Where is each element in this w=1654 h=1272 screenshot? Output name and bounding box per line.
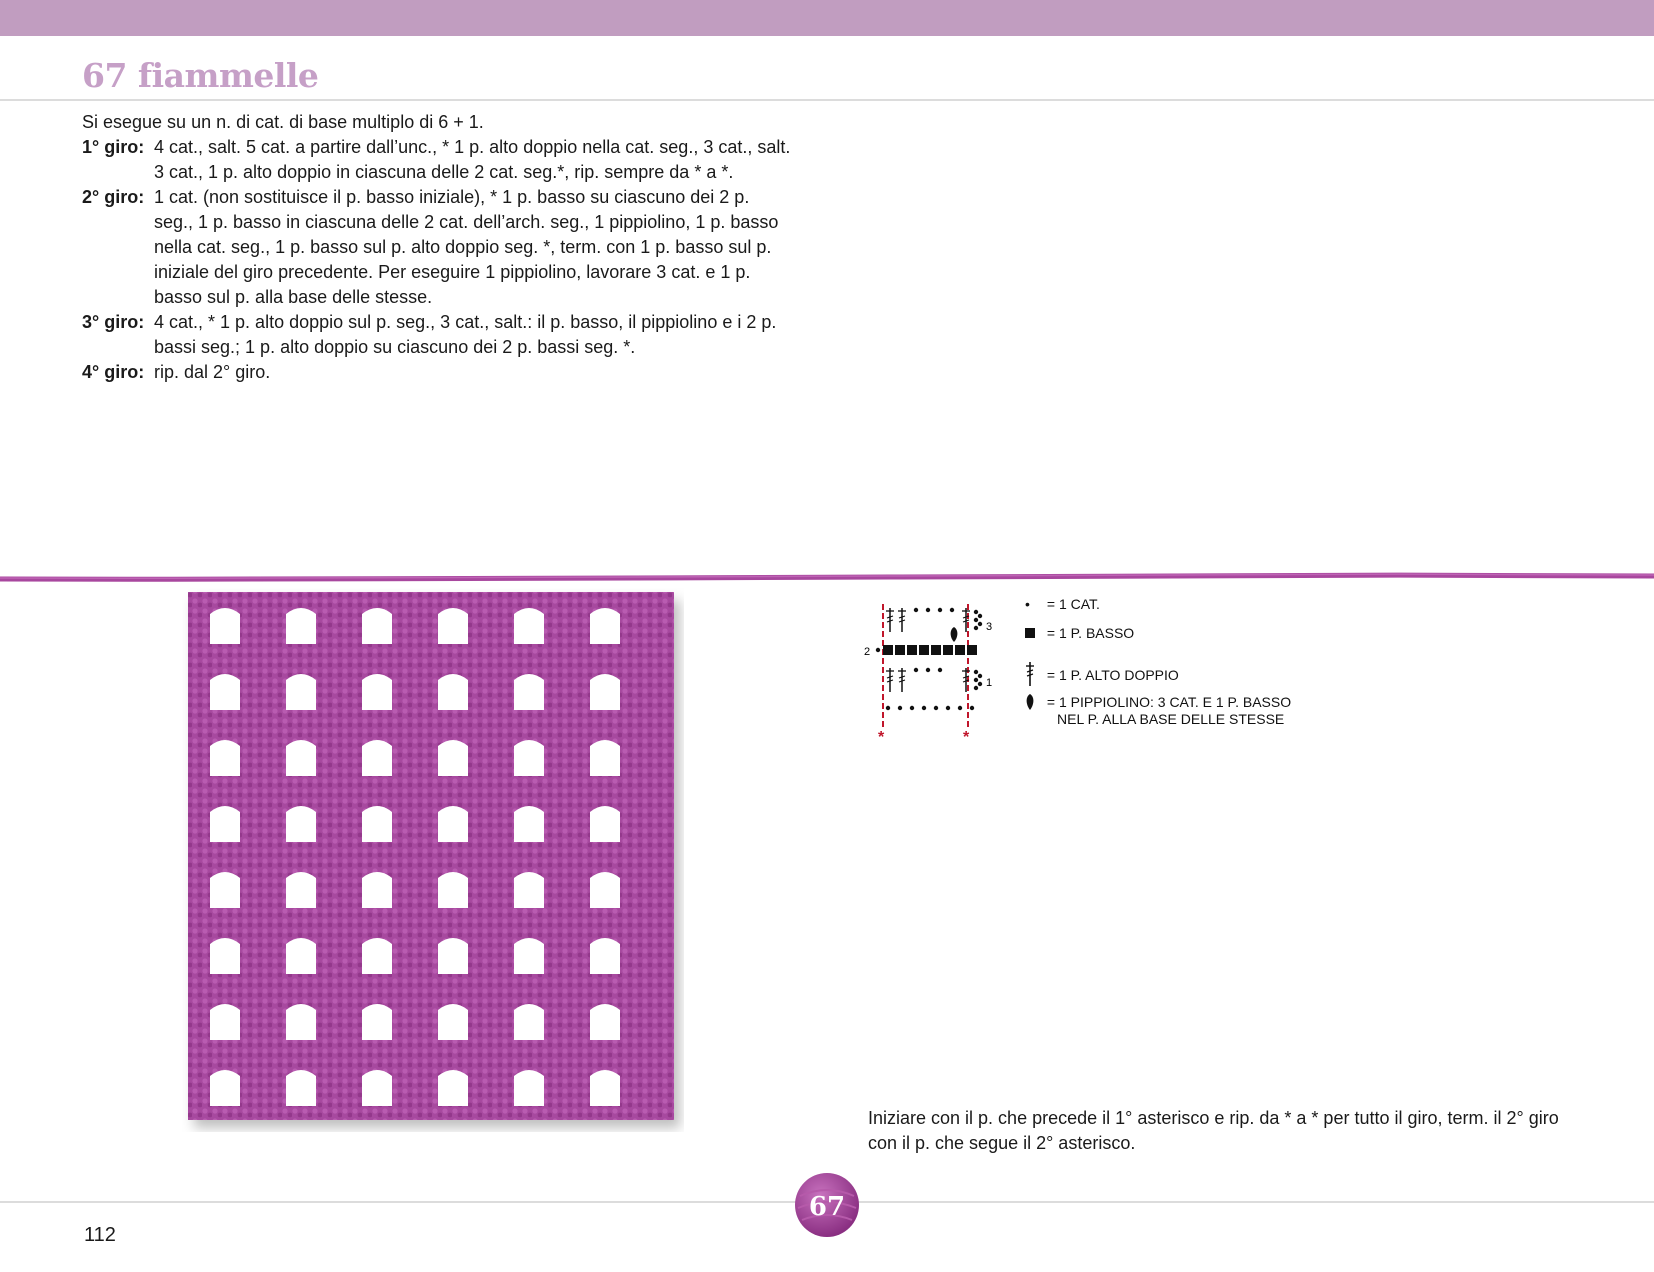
mesh-hole — [286, 674, 316, 710]
instruction-row — [82, 360, 792, 385]
mesh-hole — [438, 674, 468, 710]
yarn-strand — [0, 568, 1654, 588]
mesh-hole — [514, 608, 544, 644]
mesh-hole — [590, 1004, 620, 1040]
chain-dot — [974, 618, 978, 622]
legend-item — [1025, 596, 1100, 613]
mesh-hole — [438, 740, 468, 776]
chain-dot — [974, 610, 978, 614]
mesh-hole — [286, 872, 316, 908]
instructions-intro: Si esegue su un n. di cat. di base multiplo di 6 + 1. — [82, 112, 484, 132]
mesh-hole — [362, 938, 392, 974]
row-text: rip. dal 2° giro. — [154, 362, 271, 382]
chain-dot — [926, 608, 930, 612]
chain-dot — [974, 626, 978, 630]
chain-dot — [914, 668, 918, 672]
chain-dot — [974, 686, 978, 690]
legend-text: = 1 PIPPIOLINO: 3 CAT. E 1 P. BASSO — [1046, 694, 1292, 710]
mesh-hole — [362, 1004, 392, 1040]
row-label: 2° giro: — [82, 187, 145, 207]
mesh-hole — [210, 806, 240, 842]
mesh-hole — [514, 938, 544, 974]
mesh-hole — [514, 740, 544, 776]
mesh-hole — [438, 938, 468, 974]
row-text: 4 cat., salt. 5 cat. a partire dall’unc., * 1 p. alto doppio nella cat. seg., 3 cat., salt. 3 cat., 1 p. alto doppio in ciascuna delle 2 cat. seg.*, rip. sempre da * a *. — [154, 137, 791, 182]
chain-dot — [910, 706, 914, 710]
top-accent-bar — [0, 0, 1654, 36]
swatch-photo — [182, 588, 684, 1132]
single-crochet-mark — [955, 645, 965, 655]
mesh-hole — [286, 608, 316, 644]
instruction-row — [82, 135, 792, 185]
mesh-hole — [286, 1004, 316, 1040]
mesh-hole — [362, 806, 392, 842]
chain-dot — [978, 682, 982, 686]
repeat-asterisk-left: * — [878, 729, 885, 740]
double-treble-mark — [898, 608, 906, 632]
row-number-2: 2 — [864, 646, 871, 658]
single-crochet-mark — [919, 645, 929, 655]
chain-dot — [946, 706, 950, 710]
page-title: 67 fiammelle — [82, 56, 319, 95]
instruction-row — [82, 310, 792, 360]
mesh-hole — [286, 938, 316, 974]
repeat-asterisk-right: * — [963, 729, 970, 740]
chain-dot — [974, 678, 978, 682]
mesh-hole — [210, 1004, 240, 1040]
double-treble-mark — [886, 608, 894, 632]
picot-icon — [1025, 693, 1043, 711]
mesh-hole — [514, 674, 544, 710]
chain-dot-icon: • — [1025, 596, 1030, 612]
single-crochet-mark — [907, 645, 917, 655]
mesh-hole — [362, 1070, 392, 1106]
row-number-3: 3 — [986, 621, 993, 633]
mesh-hole — [210, 608, 240, 644]
mesh-hole — [590, 740, 620, 776]
row-text: 4 cat., * 1 p. alto doppio sul p. seg., 3 cat., salt.: il p. basso, il pippiolino e i 2 p. bassi seg.; 1 p. alto doppio su ciascuno dei 2 p. bassi seg. *. — [154, 312, 777, 357]
instructions — [82, 110, 792, 385]
row-label: 3° giro: — [82, 312, 145, 332]
chain-dot — [876, 648, 880, 652]
repeat-note: Iniziare con il p. che precede il 1° asterisco e rip. da * a * per tutto il giro, term. il 2° giro con il p. che segue il 2° asterisco. — [868, 1108, 1559, 1153]
legend-item — [1025, 625, 1134, 642]
chain-dot — [950, 608, 954, 612]
mesh-hole — [210, 740, 240, 776]
chain-dot — [978, 674, 982, 678]
chain-dot — [934, 706, 938, 710]
mesh-hole — [362, 740, 392, 776]
mesh-hole — [514, 1070, 544, 1106]
mesh-hole — [286, 740, 316, 776]
mesh-hole — [438, 1004, 468, 1040]
row-number-1: 1 — [986, 677, 993, 689]
single-crochet-mark — [967, 645, 977, 655]
mesh-hole — [438, 608, 468, 644]
mesh-hole — [286, 1070, 316, 1106]
mesh-hole — [514, 806, 544, 842]
chain-dot — [922, 706, 926, 710]
mesh-hole — [590, 872, 620, 908]
row-label: 4° giro: — [82, 362, 145, 382]
legend-text: = 1 CAT. — [1046, 596, 1100, 612]
chain-dot — [958, 706, 962, 710]
picot-mark — [951, 627, 958, 642]
mesh-hole — [590, 806, 620, 842]
chain-dot — [974, 670, 978, 674]
mesh-hole — [514, 872, 544, 908]
chain-dot — [914, 608, 918, 612]
chain-dot — [970, 706, 974, 710]
mesh-hole — [210, 1070, 240, 1106]
single-crochet-mark — [931, 645, 941, 655]
chain-dot — [886, 706, 890, 710]
mesh-hole — [362, 608, 392, 644]
chain-dot — [926, 668, 930, 672]
yarn-ball-badge — [792, 1170, 862, 1240]
badge-number: 67 — [808, 1192, 846, 1222]
legend-text: = 1 P. BASSO — [1046, 625, 1135, 641]
chain-dot — [898, 706, 902, 710]
row-text: 1 cat. (non sostituisce il p. basso iniziale), * 1 p. basso su ciascuno dei 2 p. seg., 1 p. basso in ciascuna delle 2 cat. dell’arch. seg., 1 pippiolino, 1 p. basso nella cat. seg., 1 p. basso sul p. alto doppio seg. *, term. con 1 p. basso sul p. iniziale del giro precedente. Per eseguire 1 pippiolino, lavorare 3 cat. e 1 p. basso sul p. alla base delle stesse. — [154, 187, 779, 307]
double-treble-mark — [962, 608, 970, 632]
mesh-hole — [362, 872, 392, 908]
mesh-hole — [362, 674, 392, 710]
double-treble-mark — [886, 668, 894, 692]
single-crochet-mark — [943, 645, 953, 655]
mesh-hole — [438, 806, 468, 842]
mesh-hole — [210, 674, 240, 710]
legend-item — [1025, 693, 1291, 728]
header-divider — [0, 99, 1654, 101]
single-crochet-mark — [895, 645, 905, 655]
single-crochet-mark — [883, 645, 893, 655]
legend-item — [1025, 662, 1179, 686]
mesh-hole — [590, 1070, 620, 1106]
mesh-hole — [438, 872, 468, 908]
legend-text: = 1 P. ALTO DOPPIO — [1046, 667, 1179, 683]
chain-dot — [938, 668, 942, 672]
mesh-hole — [590, 674, 620, 710]
stitch-diagram — [860, 598, 1000, 740]
instruction-row — [82, 185, 792, 310]
row-label: 1° giro: — [82, 137, 145, 157]
mesh-hole — [590, 608, 620, 644]
chain-dot — [978, 614, 982, 618]
mesh-hole — [590, 938, 620, 974]
legend-text-continued: NEL P. ALLA BASE DELLE STESSE — [1057, 711, 1285, 727]
mesh-hole — [210, 872, 240, 908]
double-treble-icon — [1025, 662, 1043, 686]
chain-dot — [978, 622, 982, 626]
double-treble-mark — [898, 668, 906, 692]
mesh-hole — [514, 1004, 544, 1040]
mesh-hole — [210, 938, 240, 974]
mesh-hole — [438, 1070, 468, 1106]
single-crochet-square-icon — [1025, 625, 1043, 642]
chain-dot — [938, 608, 942, 612]
mesh-hole — [286, 806, 316, 842]
page-number: 112 — [84, 1224, 116, 1246]
